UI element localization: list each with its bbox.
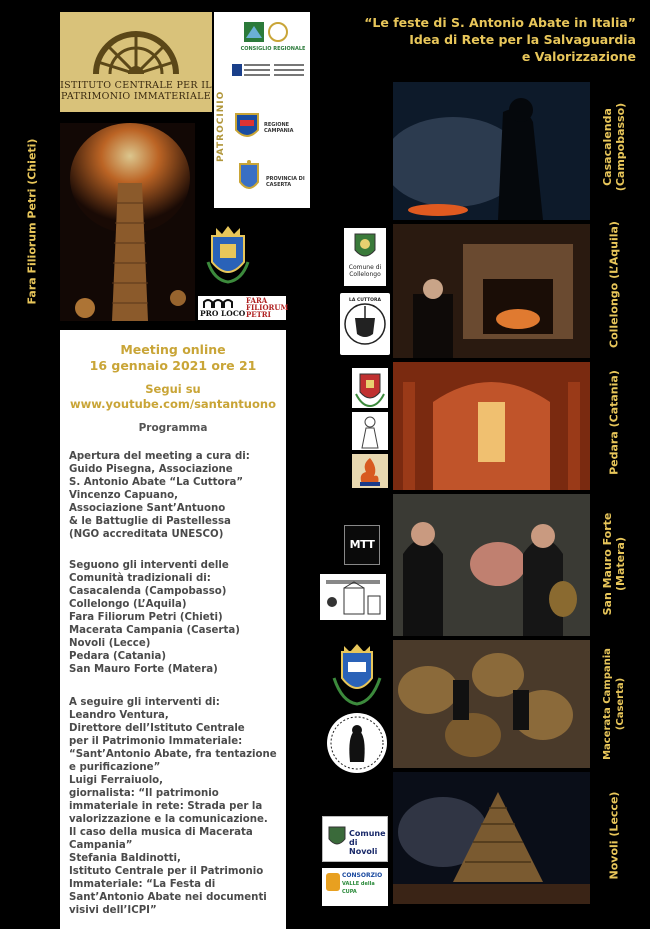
programma-heading: Programma [138, 422, 208, 434]
icpi-line2: PATRIMONIO IMMATERIALE [61, 91, 211, 102]
novoli-photo [393, 772, 590, 904]
regione-text: REGIONE CAMPANIA [264, 122, 294, 134]
wheel-icon [90, 12, 182, 74]
program-panel [60, 330, 286, 929]
title-line2: Idea di Rete per la Salvaguardia [409, 32, 636, 47]
collelongo-photo [393, 224, 590, 358]
pedara-drawing [352, 412, 388, 450]
title-line1: “Le feste di S. Antonio Abate in Italia” [364, 15, 636, 30]
macerata-circle-logo-icon [326, 712, 388, 774]
town-sketch-icon [320, 574, 386, 620]
casacalenda-photo [393, 82, 590, 220]
label-macerata: Macerata Campania (Caserta) [602, 648, 626, 760]
proloco-logo [198, 296, 289, 320]
label-novoli: Novoli (Lecce) [607, 791, 621, 880]
flame-icon [352, 454, 388, 488]
icpi-line1: ISTITUTO CENTRALE PER IL [60, 80, 212, 91]
collelongo-crest-icon [353, 232, 377, 262]
arches-icon [202, 298, 236, 308]
macerata-photo [393, 640, 590, 768]
pedara-flame-logo [352, 454, 388, 488]
label-casacalenda: Casacalenda (Campobasso) [601, 102, 627, 192]
proloco-right1: FARA [246, 296, 268, 305]
saint-drawing-icon [352, 412, 388, 450]
ministero-logo-icon [232, 62, 306, 86]
pedara-crest-icon [352, 368, 388, 408]
cuttora-logo [340, 293, 390, 355]
communities-paragraph: Seguono gli interventi delle Comunità tradizionali di: Casacalenda (Campobasso) Collelongo (L’Aquila) Fara Filiorum Petri (Chieti) Macerata Campania (Caserta) Novoli (Lecce) Pedara (Catania) San Mauro Forte (Matera) [69, 560, 240, 675]
event-title [330, 14, 636, 65]
pedara-crest [352, 368, 388, 408]
collelongo-logo-text: Comune di Collelongo [348, 264, 382, 278]
proloco-right3: PETRI [246, 310, 271, 319]
cuttora-pot-icon [343, 296, 387, 352]
san-mauro-photo [393, 494, 590, 636]
pedara-photo [393, 362, 590, 490]
consorzio-text2: VALLE della CUPA [342, 881, 375, 895]
follow-text: Segui su [145, 382, 201, 396]
fara-label-container [14, 123, 50, 323]
proloco-left: PRO LOCO [200, 309, 246, 318]
consiglio-logo-icon [242, 18, 290, 44]
label-collelongo: Collelongo (L’Aquila) [607, 221, 621, 348]
consorzio-emblem-icon [325, 872, 341, 892]
icpi-logo [60, 12, 212, 112]
novoli-text2: di Novoli [349, 838, 378, 856]
youtube-link[interactable]: www.youtube.com/santantuono [70, 397, 276, 411]
title-line3: e Valorizzazione [521, 49, 636, 64]
fara-photo [60, 123, 195, 321]
consorzio-text1: CONSORZIO [342, 872, 383, 879]
novoli-logo [322, 816, 388, 862]
fara-label: Fara Filiorum Petri (Chieti) [25, 138, 39, 305]
meeting-line1: Meeting online [120, 342, 226, 357]
novoli-text1: Comune [349, 829, 386, 838]
campania-shield-icon [234, 112, 260, 142]
macerata-crest-icon [330, 642, 384, 706]
proloco-right2: FILIORUM [246, 303, 289, 312]
mtt-text: MTT [349, 538, 375, 551]
caserta-shield-icon [236, 160, 262, 196]
cuttora-text: LA CUTTORA [349, 298, 381, 303]
collelongo-logo [344, 228, 386, 286]
consorzio-logo [322, 868, 388, 906]
speakers-paragraph: A seguire gli interventi di: Leandro Ventura, Direttore dell’Istituto Centrale per il Patrimonio Immateriale: “Sant’Antonio Abate, fra tentazione e purificazione” Luigi Ferraiuolo, giornalista: “Il patrimonio immateriale in rete: Strada per la valorizzazione e la comunicazione. Il caso della musica di Macerata Campania” Stefania Baldinotti, Istituto Centrale per il Patrimonio Immateriale: “La Festa di Sant’Antonio Abate nei documenti visivi dell’ICPI” [69, 697, 277, 916]
label-pedara: Pedara (Catania) [607, 370, 621, 475]
consiglio-text: CONSIGLIO REGIONALE [240, 46, 306, 52]
meeting-line2: 16 gennaio 2021 ore 21 [89, 358, 257, 373]
mtt-logo [344, 525, 380, 565]
opening-paragraph: Apertura del meeting a cura di: Guido Pisegna, Associazione S. Antonio Abate “La Cuttora” Vincenzo Capuano, Associazione Sant’Antuono & le Battuglie di Pastellessa (NGO accreditata UNESCO) [69, 451, 250, 540]
label-san-mauro: San Mauro Forte (Matera) [601, 512, 627, 616]
patrocinio-panel [214, 12, 310, 208]
patrocinio-label: PATROCINIO [216, 90, 226, 162]
provincia-text: PROVINCIA DI CASERTA [266, 176, 305, 188]
novoli-crest-icon [327, 823, 347, 849]
fara-crest-icon [204, 222, 252, 286]
san-mauro-drawing [320, 574, 386, 620]
